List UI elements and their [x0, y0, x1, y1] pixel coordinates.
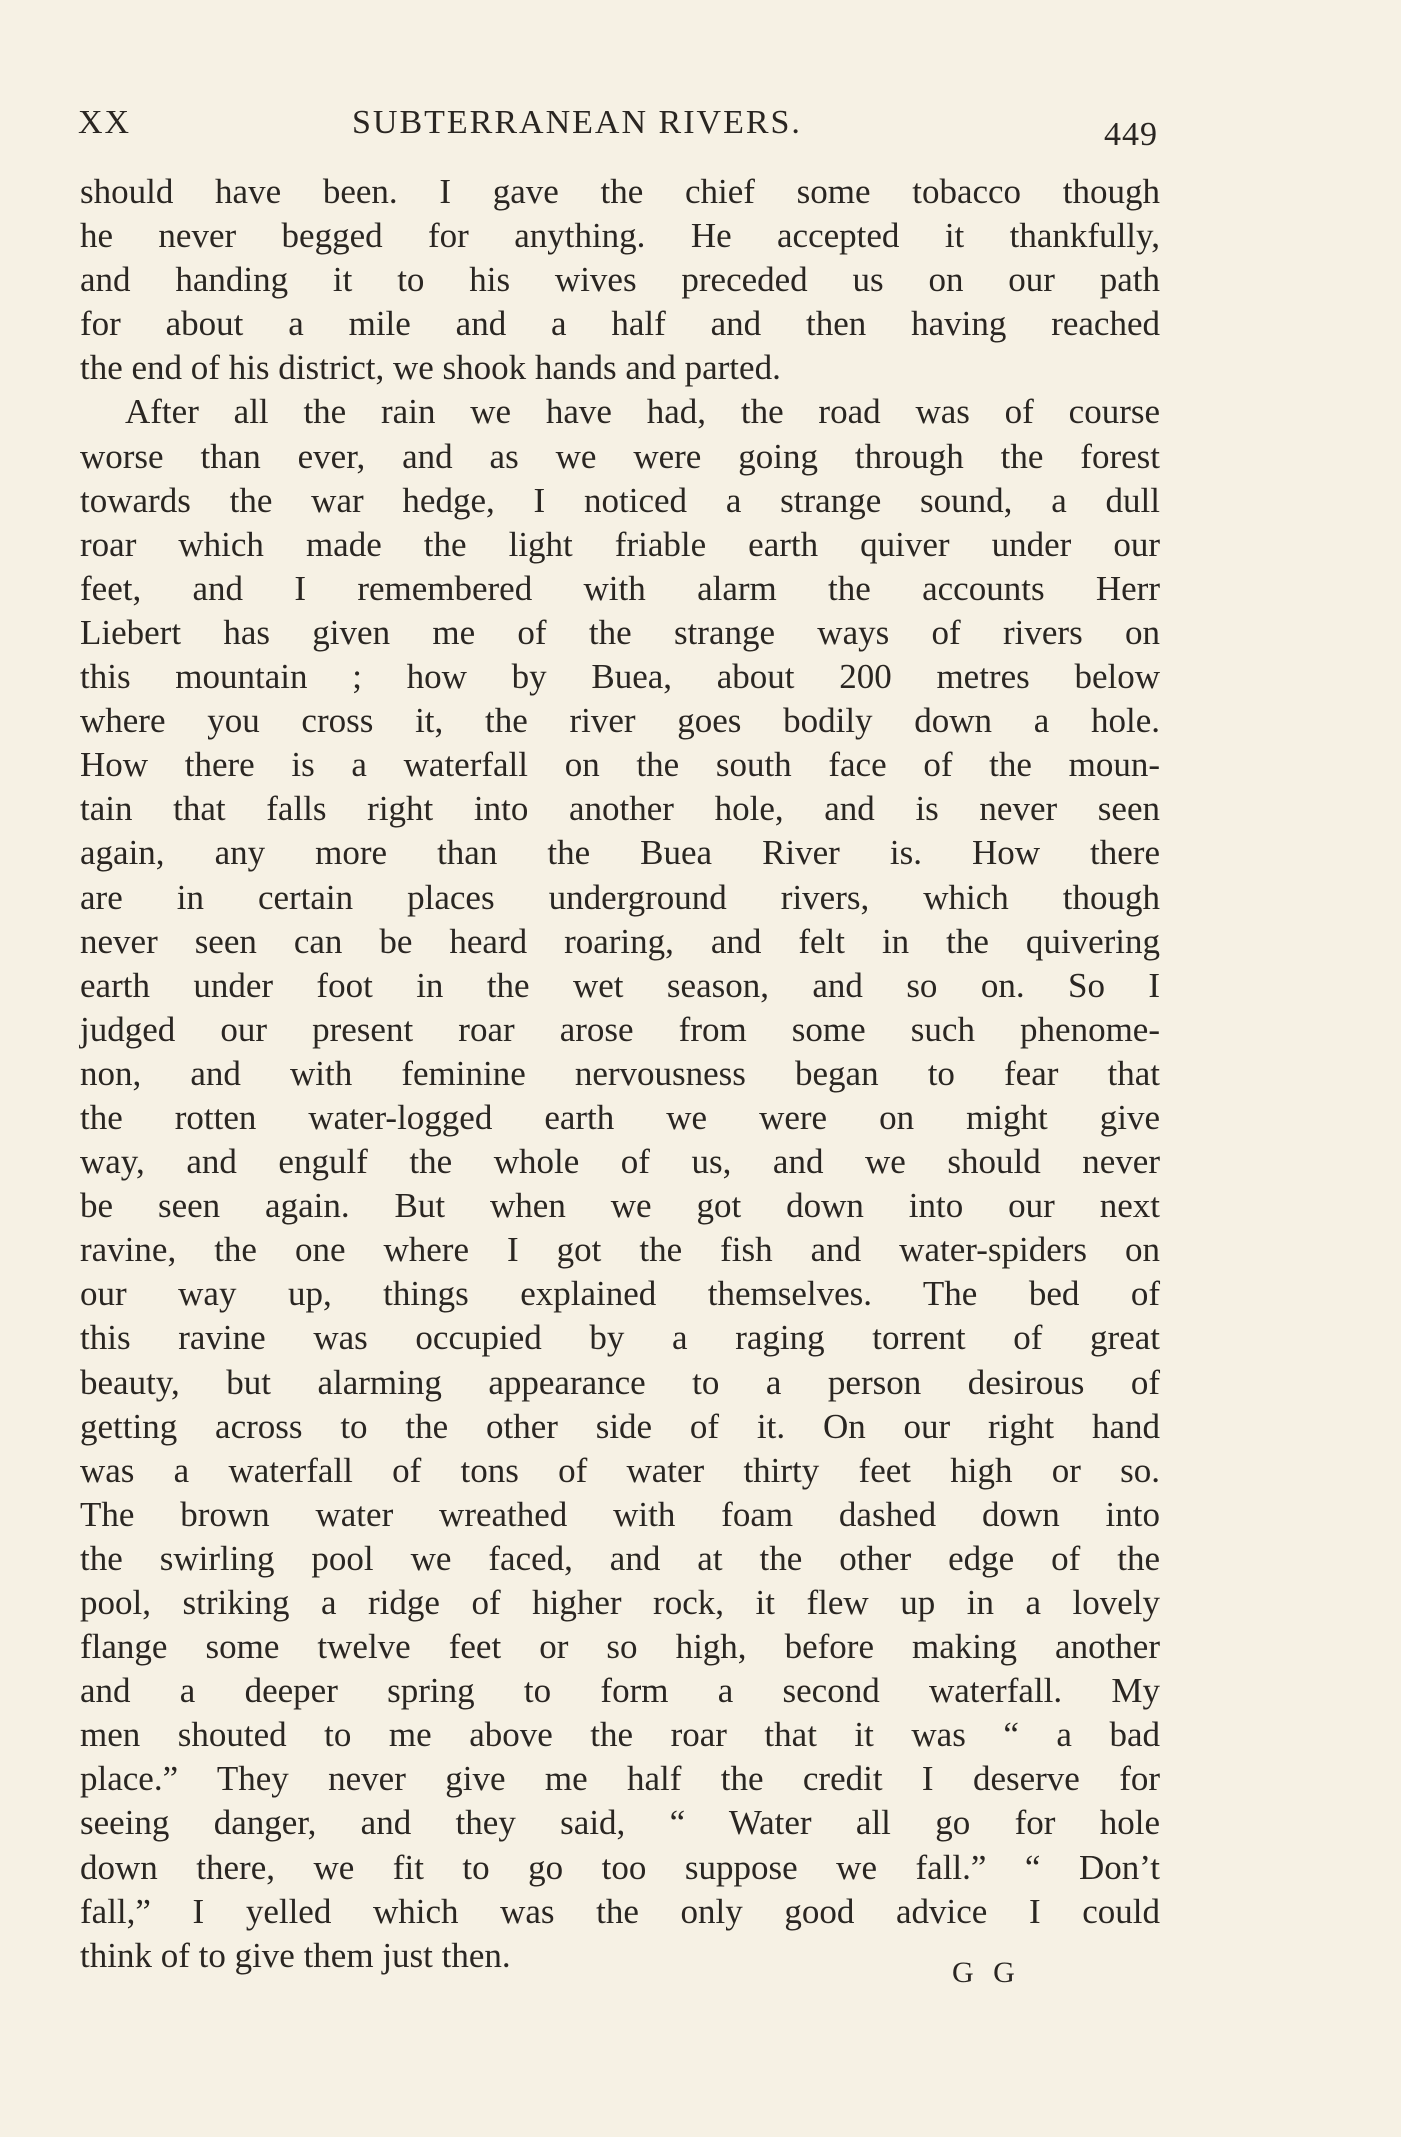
- text-line: think of to give them just then.: [80, 1935, 511, 1975]
- text-line: towards the war hedge, I noticed a strange sound, a dull: [80, 480, 1160, 520]
- text-line: again, any more than the Buea River is. How there: [80, 833, 1160, 873]
- text-line: earth under foot in the wet season, and so on. So I: [80, 965, 1160, 1005]
- text-line: roar which made the light friable earth quiver under our: [80, 524, 1160, 564]
- body-text: [80, 170, 1160, 1978]
- text-line: this mountain ; how by Buea, about 200 metres below: [80, 657, 1160, 697]
- text-line: How there is a waterfall on the south face of the moun-: [80, 745, 1160, 785]
- text-line: down there, we fit to go too suppose we fall.” “ Don’t: [80, 1847, 1160, 1887]
- text-line: be seen again. But when we got down into our next: [80, 1186, 1160, 1226]
- printer-signature-mark: G G: [952, 1956, 1021, 1989]
- text-line: the swirling pool we faced, and at the other edge of the: [80, 1538, 1160, 1578]
- text-line: never seen can be heard roaring, and felt in the quivering: [80, 921, 1160, 961]
- text-line: the rotten water-logged earth we were on might give: [80, 1097, 1160, 1137]
- text-line: flange some twelve feet or so high, before making another: [80, 1627, 1160, 1667]
- text-line: feet, and I remembered with alarm the accounts Herr: [80, 568, 1160, 608]
- chapter-number: XX: [78, 104, 132, 141]
- text-line: seeing danger, and they said, “ Water all go for hole: [80, 1803, 1160, 1843]
- text-line: this ravine was occupied by a raging torrent of great: [80, 1318, 1160, 1358]
- text-line: non, and with feminine nervousness began to fear that: [80, 1053, 1160, 1093]
- text-line: for about a mile and a half and then having reached: [80, 304, 1160, 344]
- text-line: tain that falls right into another hole, and is never seen: [80, 789, 1160, 829]
- text-line: way, and engulf the whole of us, and we should never: [80, 1142, 1160, 1182]
- text-line: beauty, but alarming appearance to a person desirous of: [80, 1362, 1160, 1402]
- text-line: are in certain places underground rivers, which though: [80, 877, 1160, 917]
- text-line: ravine, the one where I got the fish and water-spiders on: [80, 1230, 1160, 1270]
- text-line: worse than ever, and as we were going through the forest: [80, 436, 1160, 476]
- text-line: getting across to the other side of it. On our right hand: [80, 1406, 1160, 1446]
- text-line: The brown water wreathed with foam dashed down into: [80, 1494, 1160, 1534]
- text-line: where you cross it, the river goes bodily down a hole.: [80, 701, 1160, 741]
- text-line: was a waterfall of tons of water thirty feet high or so.: [80, 1450, 1160, 1490]
- text-line: fall,” I yelled which was the only good advice I could: [80, 1891, 1160, 1931]
- text-line: he never begged for anything. He accepted it thankfully,: [80, 216, 1160, 256]
- paragraph-start-line: After all the rain we have had, the road was of course: [125, 392, 1160, 432]
- page-number: 449: [1104, 116, 1158, 153]
- text-line: the end of his district, we shook hands and parted.: [80, 348, 781, 388]
- text-line: Liebert has given me of the strange ways of rivers on: [80, 612, 1160, 652]
- running-title: SUBTERRANEAN RIVERS.: [352, 104, 802, 141]
- text-line: and handing it to his wives preceded us on our path: [80, 260, 1160, 300]
- text-line: our way up, things explained themselves. The bed of: [80, 1274, 1160, 1314]
- page-header: [78, 104, 1158, 154]
- text-line: pool, striking a ridge of higher rock, it flew up in a lovely: [80, 1583, 1160, 1622]
- text-line: and a deeper spring to form a second waterfall. My: [80, 1671, 1160, 1711]
- text-line: men shouted to me above the roar that it was “ a bad: [80, 1715, 1160, 1755]
- text-line: place.” They never give me half the credit I deserve for: [80, 1759, 1160, 1799]
- text-line: should have been. I gave the chief some tobacco though: [80, 172, 1160, 211]
- text-line: judged our present roar arose from some such phenome-: [80, 1009, 1160, 1049]
